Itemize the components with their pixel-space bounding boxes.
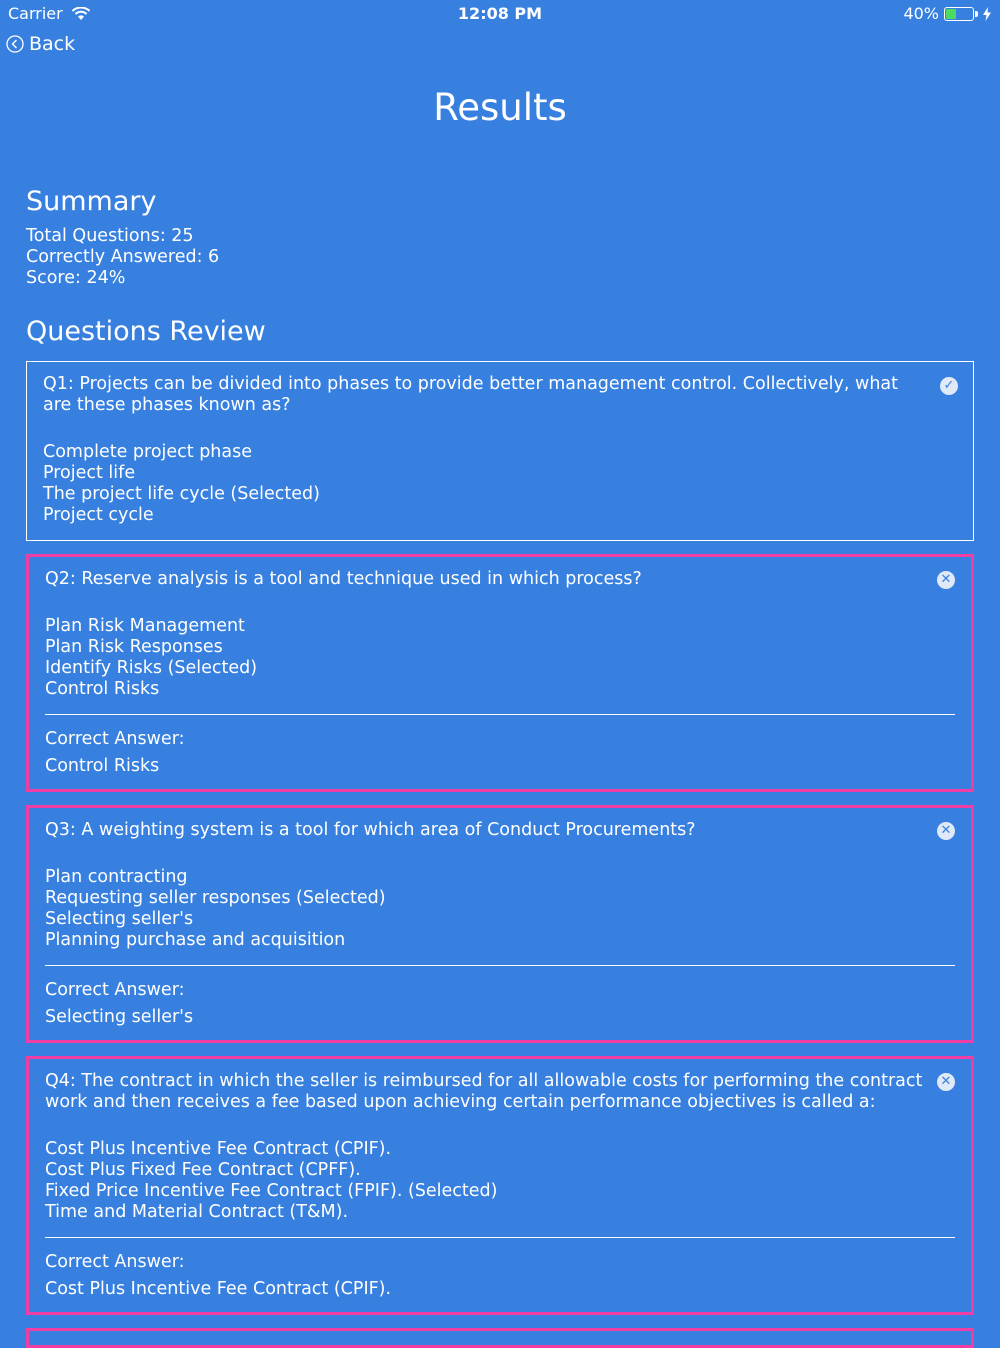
question-card-1 <box>26 361 974 541</box>
status-right <box>903 4 992 23</box>
answer-option: Selecting seller's <box>45 909 194 929</box>
carrier-label: Carrier <box>8 4 63 23</box>
question-card-2 <box>26 554 974 792</box>
answer-option: Control Risks <box>45 679 160 699</box>
bolt-icon <box>982 7 992 21</box>
answer-option: Plan contracting <box>45 867 188 887</box>
divider <box>45 965 955 966</box>
total-questions: Total Questions: 25 <box>26 226 194 246</box>
clock: 12:08 PM <box>457 4 543 23</box>
correct-answer-value: Control Risks <box>45 756 160 776</box>
answer-options <box>45 616 955 700</box>
back-button[interactable] <box>6 33 75 55</box>
answer-option: Identify Risks (Selected) <box>45 658 258 678</box>
page-title: Results <box>433 86 567 129</box>
x-circle-icon: ✕ <box>937 571 955 589</box>
score: Score: 24% <box>26 268 126 288</box>
answer-options <box>43 442 957 526</box>
correctly-answered: Correctly Answered: 6 <box>26 247 220 267</box>
divider <box>45 1237 955 1238</box>
answer-option: Cost Plus Fixed Fee Contract (CPFF). <box>45 1160 361 1180</box>
battery-level <box>946 9 956 19</box>
question-text: Q1: Projects can be divided into phases to provide better management control. Collectively, what are these phases known as? <box>43 374 898 415</box>
answer-option: Cost Plus Incentive Fee Contract (CPIF). <box>45 1139 392 1159</box>
answer-option: Planning purchase and acquisition <box>45 930 346 950</box>
question-text: Q2: Reserve analysis is a tool and technique used in which process? <box>45 569 642 589</box>
chevron-left-circle-icon <box>6 35 24 53</box>
answer-option: The project life cycle (Selected) <box>43 484 320 504</box>
correct-answer-value: Selecting seller's <box>45 1007 194 1027</box>
battery-icon <box>944 7 974 21</box>
summary-heading: Summary <box>26 186 157 217</box>
question-card-4 <box>26 1056 974 1315</box>
back-label[interactable]: Back <box>29 33 76 55</box>
answer-option: Plan Risk Management <box>45 616 245 636</box>
answer-option: Complete project phase <box>43 442 253 462</box>
status-bar <box>0 0 1000 28</box>
correct-answer-label: Correct Answer: <box>45 729 185 749</box>
answer-options <box>45 867 955 951</box>
answer-option: Project cycle <box>43 505 154 525</box>
answer-option: Fixed Price Incentive Fee Contract (FPIF). (Selected) <box>45 1181 498 1201</box>
answer-option: Plan Risk Responses <box>45 637 223 657</box>
battery-percent: 40% <box>903 4 939 23</box>
answer-option: Time and Material Contract (T&M). <box>45 1202 349 1222</box>
question-text: Q3: A weighting system is a tool for which area of Conduct Procurements? <box>45 820 696 840</box>
x-circle-icon: ✕ <box>937 1073 955 1091</box>
x-circle-icon: ✕ <box>937 822 955 840</box>
correct-answer-label: Correct Answer: <box>45 980 185 1000</box>
question-card-3 <box>26 805 974 1043</box>
questions-review-heading: Questions Review <box>26 316 266 347</box>
question-card-5 <box>26 1328 974 1348</box>
question-text: Q4: The contract in which the seller is reimbursed for all allowable costs for performing the contract work and then receives a fee based upon achieving certain performance objectives is called a: <box>45 1071 923 1112</box>
correct-answer-label: Correct Answer: <box>45 1252 185 1272</box>
correct-answer-value: Cost Plus Incentive Fee Contract (CPIF). <box>45 1279 392 1299</box>
summary-stats <box>26 226 219 289</box>
check-circle-icon: ✓ <box>940 377 958 395</box>
divider <box>45 714 955 715</box>
answer-option: Requesting seller responses (Selected) <box>45 888 386 908</box>
answer-options <box>45 1139 955 1223</box>
answer-option: Project life <box>43 463 136 483</box>
